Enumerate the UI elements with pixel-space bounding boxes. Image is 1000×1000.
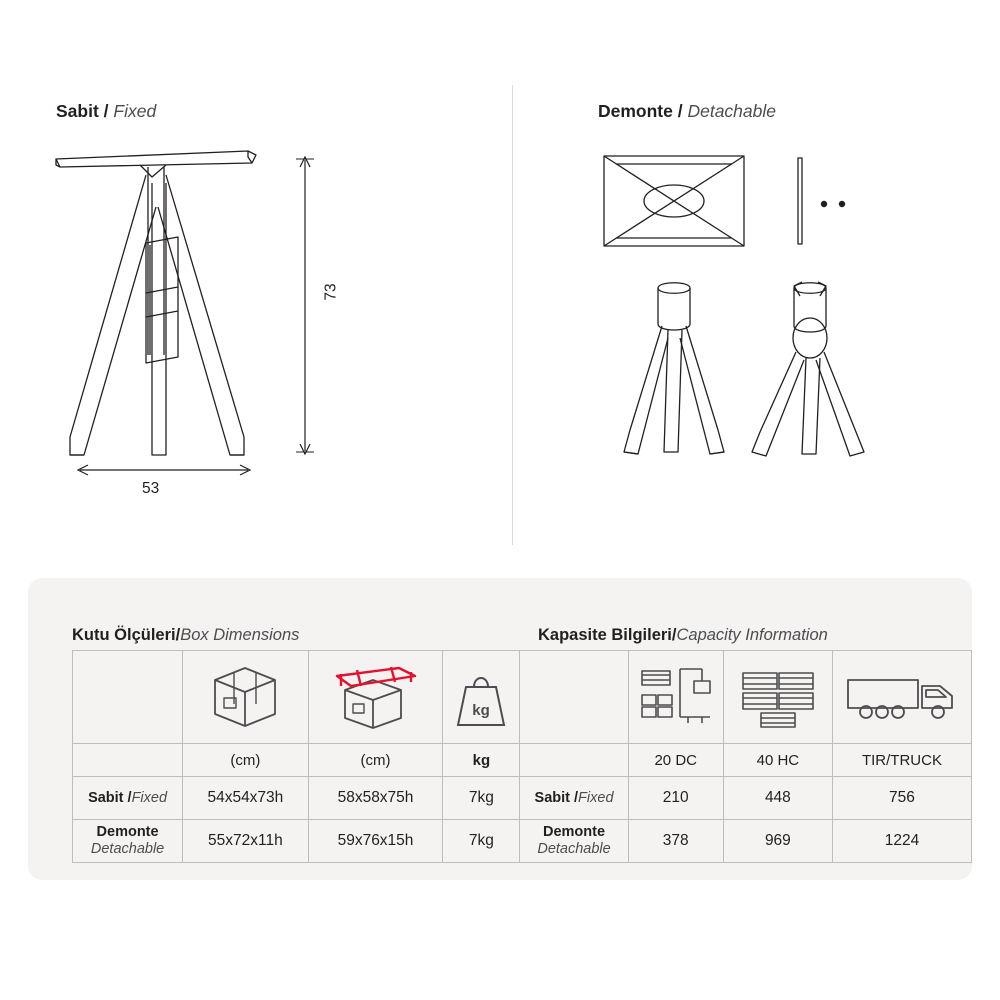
capacity-heading-en: Capacity Information — [676, 626, 828, 644]
specs-card — [28, 578, 972, 880]
row-label2-detachable-en: Detachable — [537, 841, 611, 857]
cardboard-box-icon — [206, 660, 284, 734]
truck-icon-cell — [832, 651, 971, 744]
row-label-fixed-separator: / — [123, 790, 132, 806]
box-dimensions-heading-separator: / — [175, 626, 181, 644]
unit-container-20dc: 20 DC — [628, 744, 723, 777]
unit-container-40hc: 40 HC — [723, 744, 832, 777]
unit-weight-kg: kg — [443, 744, 520, 777]
row-label2-fixed-separator: / — [569, 790, 579, 806]
cell-detachable-truck: 1224 — [832, 820, 971, 863]
unit-pallet-cm: (cm) — [308, 744, 443, 777]
box-dimensions-heading-tr: Kutu Ölçüleri — [72, 626, 176, 644]
container-crane-icon — [636, 661, 716, 733]
table-units-row — [73, 744, 972, 777]
cell-fixed-truck: 756 — [832, 777, 971, 820]
table-row — [73, 820, 972, 863]
row-label-detachable-tr: Demonte — [96, 824, 159, 841]
row-label-fixed-tr: Sabit — [88, 790, 124, 806]
specs-table — [72, 650, 972, 863]
row-label2-detachable — [520, 820, 628, 863]
row-label2-fixed-tr: Sabit — [534, 790, 570, 806]
cell-detachable-weight: 7kg — [443, 820, 520, 863]
units-empty-right — [520, 744, 628, 777]
capacity-heading — [538, 626, 828, 645]
row-label-detachable-en: Detachable — [90, 841, 165, 857]
semi-truck-icon — [842, 664, 962, 730]
cell-fixed-weight: 7kg — [443, 777, 520, 820]
height-dimension-label: 73 — [322, 283, 340, 301]
panel-title-fixed-separator: / — [98, 101, 114, 121]
row-label-detachable — [73, 820, 183, 863]
table-header-icon-row — [73, 651, 972, 744]
capacity-heading-separator: / — [671, 626, 677, 644]
fixed-table-drawing — [0, 55, 512, 575]
capacity-heading-tr: Kapasite Bilgileri — [538, 626, 672, 644]
unit-truck: TIR/TRUCK — [832, 744, 971, 777]
panel-title-fixed-en: Fixed — [113, 101, 157, 121]
cell-fixed-pallet-dim: 58x58x75h — [308, 777, 443, 820]
panel-title-detachable-tr: Demonte — [598, 101, 673, 121]
row-label2-detachable-tr: Demonte — [543, 824, 606, 841]
units-empty-left — [73, 744, 183, 777]
cell-detachable-box-dim: 55x72x11h — [183, 820, 309, 863]
strapped-box-icon — [321, 660, 431, 734]
cell-detachable-20dc: 378 — [628, 820, 723, 863]
svg-text:kg: kg — [472, 702, 491, 719]
cell-detachable-40hc: 969 — [723, 820, 832, 863]
stacked-containers-icon — [733, 661, 823, 733]
box-dimensions-heading — [72, 626, 299, 645]
table-row — [73, 777, 972, 820]
row-label2-fixed — [520, 777, 628, 820]
weight-icon-cell — [443, 651, 520, 744]
row-label2-fixed-en: Fixed — [578, 790, 614, 806]
corner-cell-left — [73, 651, 183, 744]
cell-fixed-40hc: 448 — [723, 777, 832, 820]
panel-title-detachable-en: Detachable — [687, 101, 777, 121]
detachable-parts-drawing — [512, 100, 1000, 570]
width-dimension-label: 53 — [142, 480, 160, 497]
container-20dc-icon-cell — [628, 651, 723, 744]
container-40hc-icon-cell — [723, 651, 832, 744]
cell-detachable-pallet-dim: 59x76x15h — [308, 820, 443, 863]
panel-title-fixed-tr: Sabit — [56, 101, 99, 121]
row-label-fixed-en: Fixed — [131, 790, 168, 806]
strapped-box-icon-cell — [308, 651, 443, 744]
corner-cell-right — [520, 651, 628, 744]
weight-kg-icon — [452, 661, 510, 733]
unit-box-cm: (cm) — [183, 744, 309, 777]
cell-fixed-box-dim: 54x54x73h — [183, 777, 309, 820]
box-dimensions-heading-en: Box Dimensions — [180, 626, 300, 644]
row-label-fixed — [73, 777, 183, 820]
panel-title-detachable-separator: / — [672, 101, 688, 121]
box-icon-cell — [183, 651, 309, 744]
cell-fixed-20dc: 210 — [628, 777, 723, 820]
